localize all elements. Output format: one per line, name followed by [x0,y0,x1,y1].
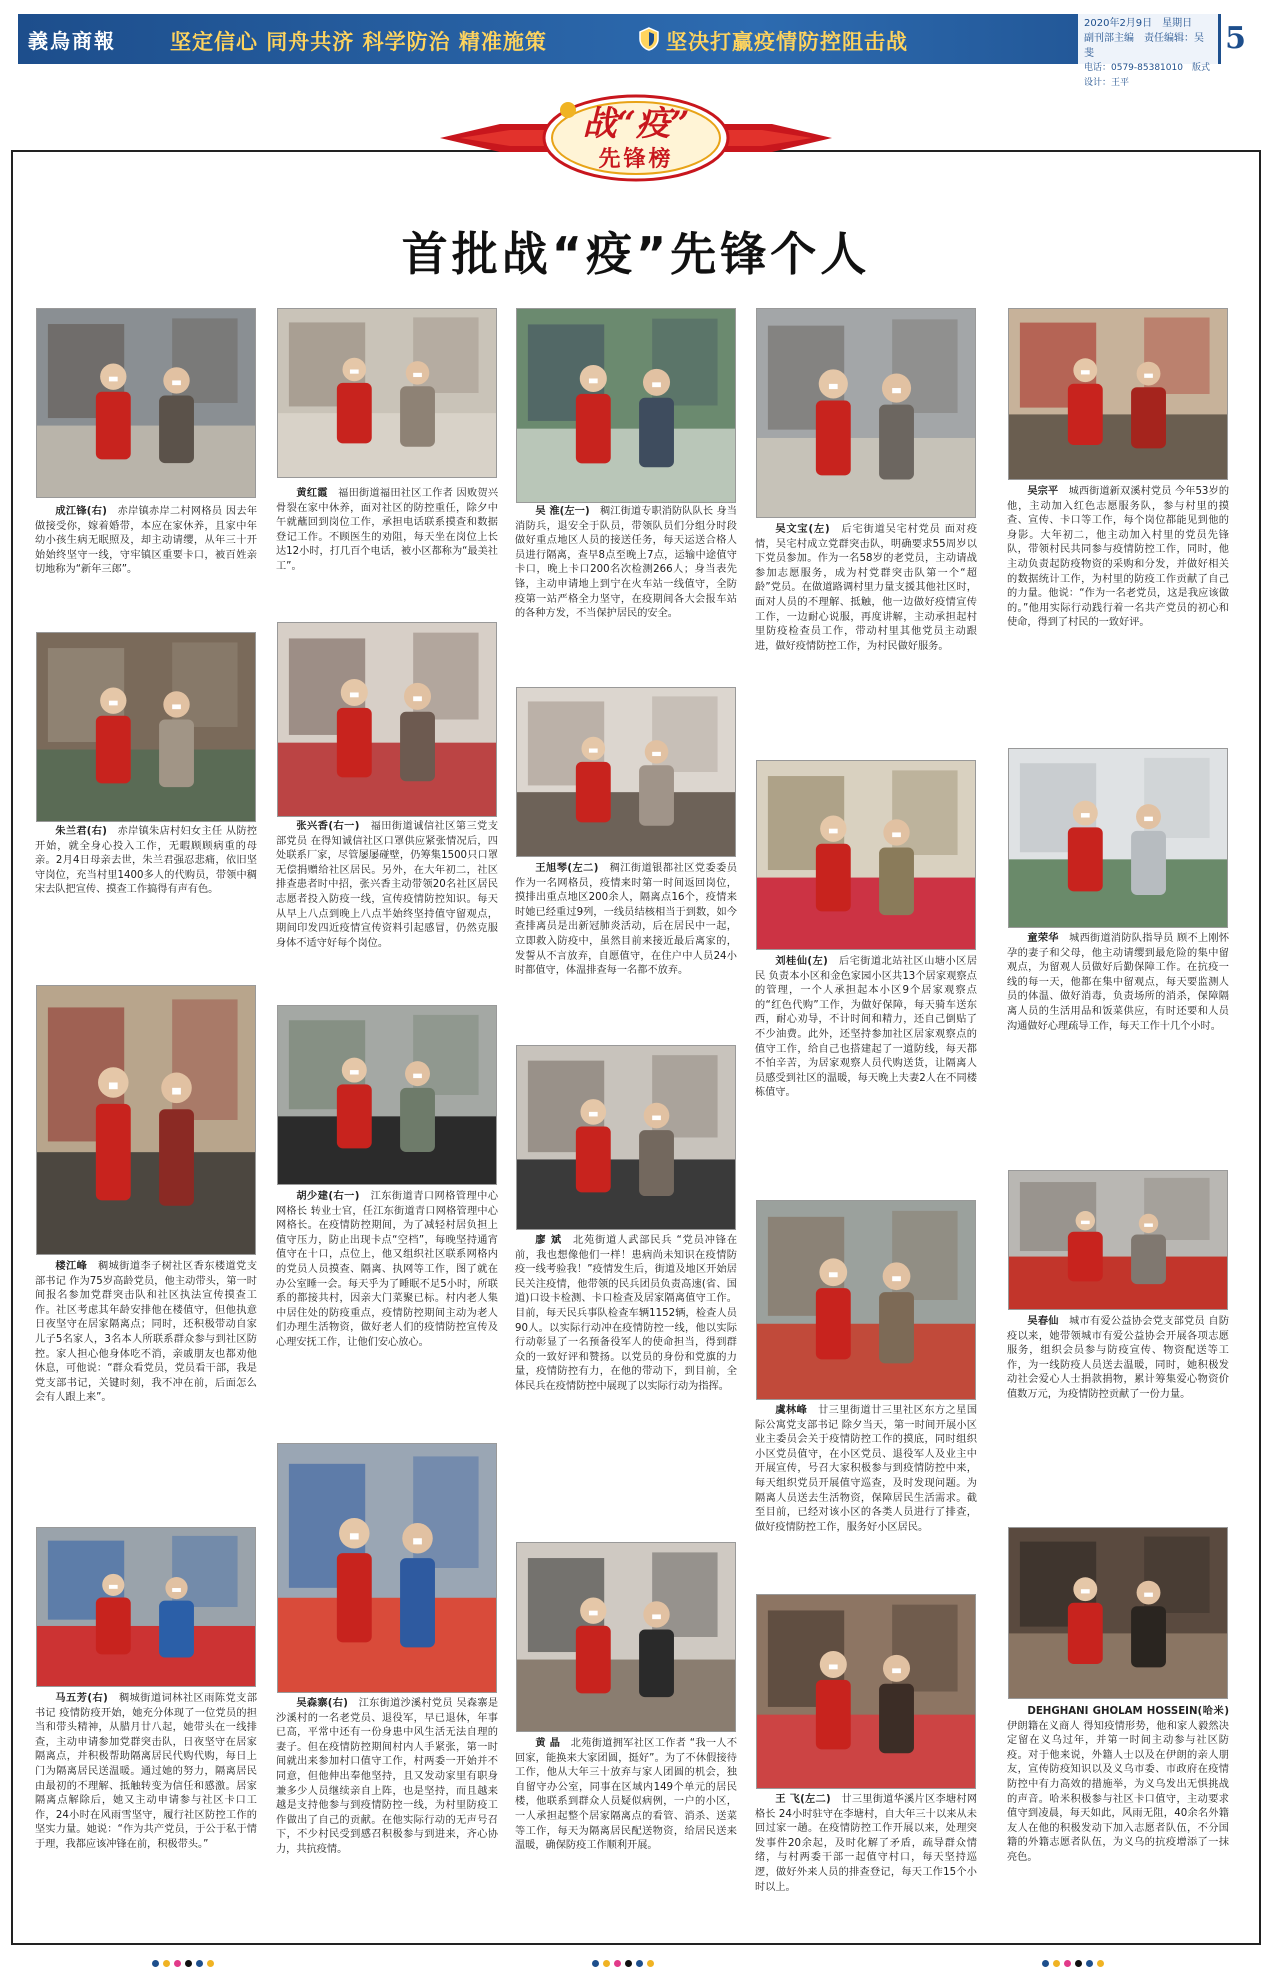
profile-caption [515,505,737,655]
profile-caption [755,1404,977,1584]
profile-name: 吴宗平 [1027,486,1059,497]
profile-name: 黄红霞 [296,488,328,499]
profile-caption [1007,932,1229,1162]
profile-text: 后宅街道北站社区山塘小区居民 负责本小区和金色家园小区共13个居家观察点的管理，一个人承担起本小区9个居家观察点的“红色代购”工作，为做好保障，每天骑车送东西，耐心劝导，不计时间和精力，还自己倒贴了不少油费。此外，还坚持参加社区居家观察点的值守工作，给自己也搭建起了一道防线，每天都不怕辛苦，为居家观察人员代购送货，让隔离人员感受到社区的温暖，每天晚上夫妻2人在不同楼栋值守。 [755,956,977,1099]
profile-caption [755,523,977,763]
profile-text: 廿三里街道华溪片区李塘村网格长 24小时驻守在李塘村，自大年三十以来从未回过家一趟。在疫情防控工作开展以来，处理突发事件20余起，及时化解了矛盾，疏导群众情绪，与村两委干部一起值守村口，每天坚持巡逻，做好外来人员的排查登记，每天工作15个小时以上。 [755,1794,977,1893]
profile-photo [516,308,736,503]
profile-photo [36,308,256,498]
profile-text: 稠江街道银都社区党委委员 作为一名网格员，疫情来时第一时间返回岗位，摸排出重点地区200余人，隔离点16个，疫情来时她已经重过9列，一线员结核相当于到数，如今查排离员是出新冠肺炎活动，后在居民中一起，立即救入防疫中，虽然目前来接近最后离家的，发誓从不言放弃，自愿值守，在住户中人员24小时都值守，体温排查每一名都不放弃。 [515,863,737,977]
profile-text: 城西街道消防队指导员 顾不上刚怀孕的妻子和父母，他主动请缨到最危险的集中留观点，为留观人员做好后勤保障工作。在抗疫一线的每一天，他都在集中留观点，每天要监测人员的体温、做好消毒，负责场所的消杀，保障隔离人员的生活用品和饭菜供应，有时还要和人员沟通做好心理疏导工作，每天工作十几个小时。 [1007,933,1229,1032]
profile-photo [1008,308,1228,480]
profile-text: 北苑街道拥军社区工作者 “我一人不回家，能换来大家团圆，挺好”。为了不休假接待工作，他从大年三十放弃与家人团圆的机会，独自留守办公室，同事在区域内149个单元的居民楼，他联系到群众人员疑似病例，一户的小区，一人承担起整个居家隔离点的看管、消杀、送菜等工作，每天为隔离居民配送物资，给居民送来温暖，确保防疫工作顺利开展。 [515,1738,737,1852]
profile-text: 稠城街道李子树社区香东楼道党支部书记 作为75岁高龄党员，他主动带头，第一时间报名参加党群突击队和社区执法宣传摸查工作。社区考虑其年龄安排他在楼值守，但他执意日夜坚守在居家隔离点；同时，还积极带动自家儿子5名家人，3名本人所联系群众参与到社区防控。家人担心他身体吃不消，亲戚朋友也都劝他休息，可他说：“群众看党员，党员看干部，我是党支部书记，关键时刻，我不冲在前，后面怎么会有人跟上来”。 [35,1261,257,1404]
profile-photo [36,1527,256,1687]
slogan-right: 坚决打赢疫情防控阻击战 [666,30,908,54]
profile-photo [516,1045,736,1230]
profile-name: 虞林峰 [775,1405,808,1416]
profile-caption [35,505,257,625]
newspaper-logo: 義烏商報 [28,29,116,53]
page-number: 5 [1221,14,1250,64]
masthead-bar [18,14,1250,64]
profile-photo [36,632,256,822]
profile-photo [277,308,497,478]
profile-caption [35,825,257,975]
profile-name: DEHGHANI GHOLAM HOSSEIN(哈米) [1027,1706,1229,1717]
profile-caption [35,1260,257,1520]
profile-name: 王 飞(左二) [775,1794,831,1805]
profile-text: 城西街道新双溪村党员 今年53岁的他，主动加入红色志愿服务队，参与村里的摸查、宣传、卡口等工作，每个岗位都能见到他的身影。大年初二，他主动加入村里的党员先锋队，带领村民共同参与疫情防控工作，同时，他主动负责起防疫物资的采购和分发，并做好相关的数据统计工作，为村里的防疫工作贡献了自己的力量。他说：“作为一名老党员，这是我应该做的。”他用实际行动践行着一名共产党员的初心和使命，得到了村民的一致好评。 [1007,486,1229,629]
profile-photo [277,1443,497,1693]
profile-caption [35,1692,257,1932]
profile-text: 伊朗籍在义商人 得知疫情形势，他和家人毅然决定留在义乌过年，并第一时间主动参与社区防疫。对于他来说，外籍人士以及在伊朗的亲人朋友，宣传防疫知识以及义乌市委、市政府在疫情防控中有力高效的措施举，为义乌发出无惧挑战的声音。哈米积极参与社区卡口值守，主动要求值守到凌晨，每天如此，风雨无阻，40余名外籍友人在他的积极发动下加入志愿者队伍，不分国籍的外籍志愿者队伍，为义乌的抗疫增添了一抹亮色。 [1007,1720,1229,1863]
profile-text: 赤岸镇朱店村妇女主任 从防控开始，就全身心投入工作，无暇顾顾病重的母亲。2月4日母亲去世，朱兰君强忍悲痛，依旧坚守岗位，充当村里1400多人的代购员，带领中稠宋去队把宣传、摸查工作搞得有声有色。 [35,826,257,896]
profile-caption [1007,1315,1229,1525]
profile-name: 吴文宝(左) [775,524,830,535]
profile-caption [1007,1705,1229,1935]
profile-name: 成江锋(右) [55,506,107,517]
profile-name: 刘桂仙(左) [775,956,828,967]
profile-text: 稠城街道词林社区雨陈党支部书记 疫情防疫开始，她充分体现了一位党员的担当和带头精神，从腊月廿八起，她带头在一线排查，主动申请参加党群突击队，日夜坚守在居家隔离点，并积极帮助隔离居民代购代购，每日上门为隔离居民送温暖。通过她的努力，隔离居民由最初的不理解、抵触转变为信任和感激。居家隔离点解除后，她又主动申请参与社区卡口工作，24小时在风雨雪坚守，履行社区防控工作的坚实力量。她说：“作为共产党员，于公于私于情于理，我都应该冲锋在前，积极带头。” [35,1693,257,1850]
profile-caption [515,862,737,1002]
profile-caption [755,955,977,1205]
section-banner [440,92,832,184]
profile-text: 福田街道诚信社区第三党支部党员 在得知诚信社区口罩供应紧张情况后，四处联系厂家，尽管屡屡碰壁，仍筹集1500只口罩无偿捐赠给社区居民。另外，在大年初二，社区排查患者时中招，张兴香主动带领20名社区居民志愿者投入防疫一线，宣传疫情防控知识。每天从早上八点到晚上八点半始终坚持值守留观点，期间印发四近疫情宣传资料引起感冒，仍然克服身体不适守好每个岗位。 [276,821,498,949]
profile-name: 吴 淮(左一) [535,506,590,517]
profile-name: 吴森寨(右) [296,1698,348,1709]
footer-dots-center [590,1952,656,1964]
profile-caption [1007,485,1229,735]
profile-photo [756,1200,976,1400]
profile-text: 城市有爱公益协会党支部党员 自防疫以来，她带领城市有爱公益协会开展各项志愿服务，组织会员参与防疫宣传、物资配送等工作，为一线防疫人员送去温暖，同时，她积极发动社会爱心人士捐款捐物，累计筹集爱心物资价值数万元，为疫情防控贡献了一份力量。 [1007,1316,1229,1400]
page-headline: 首批战“疫”先锋个人 [401,227,871,281]
profile-name: 廖 斌 [535,1235,562,1246]
profile-photo [1008,1170,1228,1310]
masthead [18,10,1250,88]
profile-photo [1008,748,1228,928]
profile-photo [277,622,497,817]
footer-dots-left [150,1952,216,1964]
profile-text: 福田街道福田社区工作者 因败贺兴骨裂在家中休养，面对社区的防控重任，除夕中午就蘸回到岗位工作，承担电话联系摸查和数据登记工作。不顾医生的劝阻，每天坐在岗位上长达12小时，打几百个电话，被小区都称为“最美社工”。 [276,488,498,572]
profile-name: 胡少建(右一) [296,1191,360,1202]
footer-dots-right [1040,1952,1106,1964]
profile-caption [755,1793,977,1943]
profile-photo [516,687,736,857]
profile-photo [756,308,976,518]
phone-line: 电话：0579-85381010 版式设计：王平 [1084,63,1210,88]
profile-name: 楼江峰 [55,1261,88,1272]
profile-name: 黄 晶 [535,1738,561,1749]
profile-photo [36,985,256,1255]
editor-line: 副刊部主编 责任编辑：吴斐 [1084,33,1204,59]
profile-photo [277,1005,497,1185]
profile-caption [276,1697,498,1937]
slogan-left: 坚定信心 同舟共济 科学防治 精准施策 [170,30,547,54]
profile-photo [756,760,976,950]
profile-photo [756,1594,976,1789]
profile-name: 马五芳(右) [55,1693,108,1704]
profile-photo [516,1542,736,1732]
issue-date: 2020年2月9日 星期日 [1084,18,1193,29]
profile-text: 江东街道青口网格管理中心网格长 转业士官，任江东街道青口网格管理中心网格长。在疫情防控期间，为了减轻村居负担上值守压力，防止出现卡点“空档”，每晚坚持通宵值守在十口，点位上，他又组织社区联系网格内的党员人员摸查、隔离、执网等工作，图了就在办公室睡一会。每天乎为了睡眠不足5小时，所联系的都接共村，因亲大门菜聚已标。村内老人集中居住处的防疫重点，疫情防控期间主动为老人们办理生活物资，做好老人们的疫情防控宣传及心理安抚工作，让他们安心放心。 [276,1191,498,1348]
profile-name: 朱兰君(右) [55,826,107,837]
profile-text: 后宅街道吴宅村党员 面对疫情，吴宅村成立党群突击队，明确要求55周岁以下党员参加。作为一名58岁的老党员，主动请战参加志愿服务，成为村党群突击队第一个“超龄”党员。在做道路调村里力量支援其他社区时，面对人员的不理解、抵触，他一边做好疫情宣传工作，一边耐心说服，再度讲解，主动承担起村里防疫检查员工作，带动村里其他党员主动跟进，做好疫情防控工作，为村民做好服务。 [755,524,977,652]
profile-caption [515,1234,737,1484]
profile-name: 张兴香(右一) [296,821,360,832]
banner-subtitle: 先锋榜 [598,147,674,172]
profile-photo [1008,1527,1228,1699]
profile-caption [276,820,498,1015]
banner-title: 战“疫” [582,104,690,144]
profile-caption [276,487,498,582]
profile-name: 童荣华 [1027,933,1059,944]
profile-name: 吴春仙 [1027,1316,1059,1327]
masthead-meta [1078,14,1218,88]
shield-icon [638,27,660,51]
profile-caption [515,1737,737,1937]
profile-caption [276,1190,498,1440]
profile-text: 江东街道沙溪村党员 吴森寨是沙溪村的一名老党员、退役军，早已退休，年事已高，平常中还有一份身患中风生活无法自理的妻子。但在疫情防控期间村内人手紧张，第一时间就出来参加村口值守工作，村两委一开始并不同意，但他伸出奉他坚持，且又发动家里有职身兼多少人员继续亲自上阵，也是坚持，而且越来越是支持他参与到疫情防控一线，为村里防疫工作做出了自己的贡献。在他实际行动的无声号召下，不少村民受到感召积极参与到进来，齐心协力，共抗疫情。 [276,1698,498,1855]
profile-text: 北苑街道人武部民兵 “党员冲锋在前，我也想像他们一样！患病尚未知识在疫情防疫一线考验我！”疫情发生后，街道及地区开始居民关注疫情，他带领的民兵团员负责高速(省、国道)口设卡检测、卡口检查及居家隔离值守工作。目前，每天民兵事队检查车辆1152辆，检查人员90人。以实际行动冲在疫情防控一线，他以实际行动彰显了一名预备役军人的使命担当，得到群众的一致好评和赞扬。以党员的身份和党旗的力量，疫情防控有力，在他的带动下，到目前，全体民兵在疫情防控中展现了以实际行动为指挥。 [515,1235,737,1392]
profile-text: 廿三里街道廿三里社区东方之星国际公寓党支部书记 除夕当天，第一时间开展小区业主委员会关于疫情防控工作的摸底，同时组织小区党员值守，在小区党员、退役军人及业主中开展宣传，号召大家积极参与到疫情防控中来，每天组织党员开展值守巡查，及时发现问题。为隔离人员送去生活物资，保障居民生活需求。截至目前，已经对该小区的各类人员进行了排查，做好疫情防控工作，服务好小区居民。 [755,1405,977,1533]
profile-text: 赤岸镇赤岸二村网格员 因去年做接受你，嫁着婚带，本应在家休养，且家中年幼小孩生病无眠照及，却主动请缨，从年三十开始始终坚守一线，守牢镇区重要卡口，被百姓亲切地称为“新年三郎”。 [35,506,257,576]
profile-text: 稠江街道专职消防队队长 身当消防兵，退安全于队员，带领队员们分组分时段做好重点地区人员的接送任务，每天运送合格人员进行隔离，查早8点至晚上7点，运输中途值守卡口，晚上卡口200名次检测266人；身当表先锋，主动申请地上到宁在火车站一线值守，全防疫第一站严格全力坚守，在疫期间各大会报车站的各种方发，不当保护居民的安全。 [515,506,737,620]
profile-name: 王旭琴(左二) [535,863,599,874]
